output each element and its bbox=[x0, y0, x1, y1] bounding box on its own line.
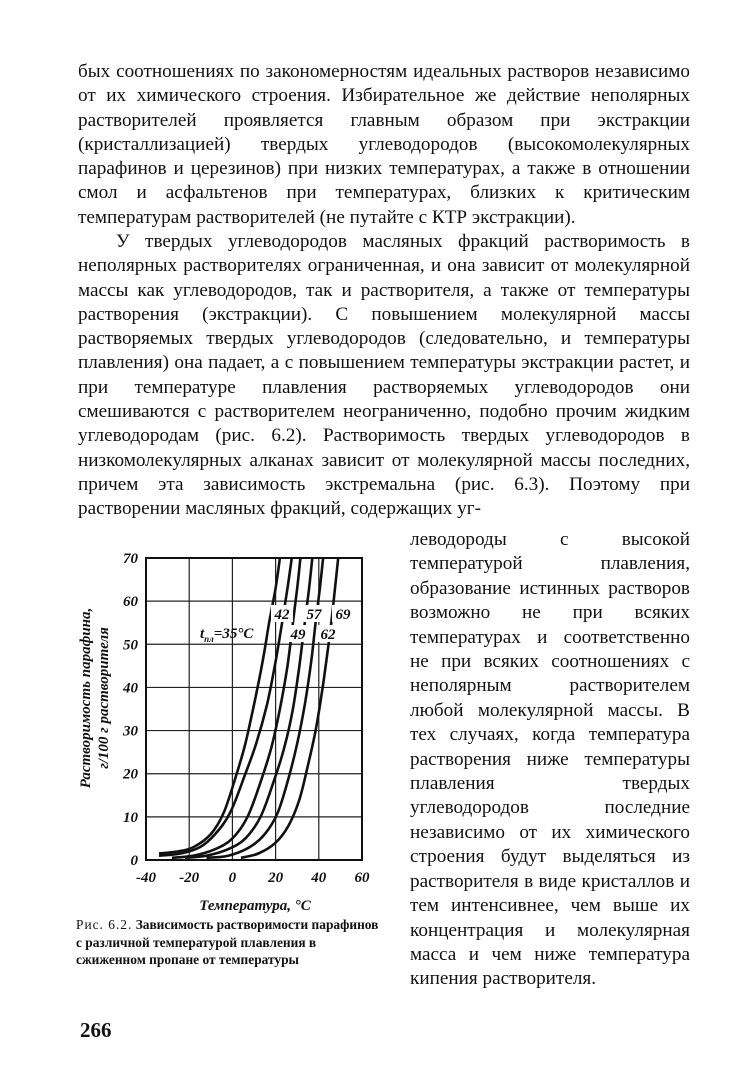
caption-title: Рис. 6.2. bbox=[76, 917, 133, 932]
curve-labels bbox=[271, 605, 354, 643]
x-tick-label: 40 bbox=[311, 870, 327, 886]
x-tick-label: -20 bbox=[179, 870, 200, 886]
x-axis-label: Температура, °C bbox=[199, 898, 311, 914]
paragraph-1: бых соотношениях по закономерностям идеальных растворов независимо от их химического строения. Избирательное же действие неполярных растворителей проявляется главным образом при экстракции (кристаллизацией) твердых углеводородов (высокомолекулярных парафинов и церезинов) при низких температурах, а также в отношении смол и асфальтенов при температурах, близких к критическим температурам растворителей (не путайте с КТР экстракции). bbox=[78, 61, 690, 228]
y-tick-label: 50 bbox=[123, 637, 138, 654]
x-tick-label: 60 bbox=[354, 870, 370, 886]
paragraph-3: леводороды с высокой температурой плавления, образование истинных растворов возможно не при всяких температурах и соответственно не при всяких соотношениях с неполярным растворителем любой молекулярной массы. В тех случаях, когда температура растворения ниже температуры плавления твердых углеводородов последние независимо от их химического строения будут выделяться из растворителя в виде кристаллов и тем интенсивнее, чем выше их концентрация и молекулярная масса и чем ниже температура кипения растворителя. bbox=[410, 529, 690, 990]
figure-6-2 bbox=[70, 548, 380, 920]
figure-caption bbox=[76, 916, 380, 969]
y-tick-label: 40 bbox=[123, 680, 138, 697]
y-axis-label-line1: Растворимость парафина, bbox=[78, 607, 94, 789]
x-tick-label: -40 bbox=[136, 870, 156, 886]
annotation-t: t bbox=[200, 626, 205, 642]
melting-temp-annotation bbox=[200, 626, 254, 644]
y-tick-label: 30 bbox=[123, 723, 138, 740]
curve-label-62: 62 bbox=[320, 627, 336, 643]
y-tick-label: 20 bbox=[123, 766, 138, 783]
y-tick-label: 70 bbox=[123, 551, 138, 567]
y-tick-label: 0 bbox=[130, 853, 138, 869]
x-tick-label: 0 bbox=[228, 870, 237, 886]
curve-49 bbox=[172, 558, 301, 858]
curve-35 bbox=[159, 558, 280, 854]
x-tick-label: 20 bbox=[268, 870, 284, 886]
y-axis-label-line2: г/100 г растворителя bbox=[96, 627, 112, 769]
x-tick-labels bbox=[136, 870, 370, 886]
curve-label-57: 57 bbox=[306, 607, 322, 623]
chart-curves bbox=[159, 558, 338, 858]
curve-label-69: 69 bbox=[335, 607, 351, 623]
curve-69 bbox=[241, 558, 338, 858]
curve-label-42: 42 bbox=[274, 607, 290, 623]
caption-text: Зависимость растворимости парафинов с различной температурой плавления в сжиженном пропане от температуры bbox=[76, 917, 379, 968]
y-tick-label: 60 bbox=[123, 594, 138, 611]
y-tick-labels bbox=[122, 551, 139, 869]
annotation-subscript: пл bbox=[204, 634, 214, 644]
y-tick-label: 10 bbox=[123, 809, 138, 826]
solubility-chart bbox=[70, 548, 380, 920]
page-number: 266 bbox=[80, 1018, 112, 1042]
annotation-value: =35°C bbox=[213, 626, 254, 642]
paragraph-2: У твердых углеводородов масляных фракций растворимость в неполярных растворителях ограниченная, и она зависит от молекулярной массы как углеводородов, так и растворителя, а также от температуры растворения (экстракции). С повышением молекулярной массы растворяемых твердых углеводородов (следовательно, и температуры плавления) она падает, а с повышением температуры экстракции растет, и при температуре плавления растворяемых углеводородов они смешиваются с растворителем неограниченно, подобно прочим жидким углеводородам (рис. 6.2). Растворимость твердых углеводородов в низкомолекулярных алканах зависит от молекулярной массы последних, причем эта зависимость экстремальна (рис. 6.3). Поэтому при растворении масляных фракций, содержащих уг- bbox=[78, 231, 690, 520]
curve-label-49: 49 bbox=[290, 627, 306, 643]
